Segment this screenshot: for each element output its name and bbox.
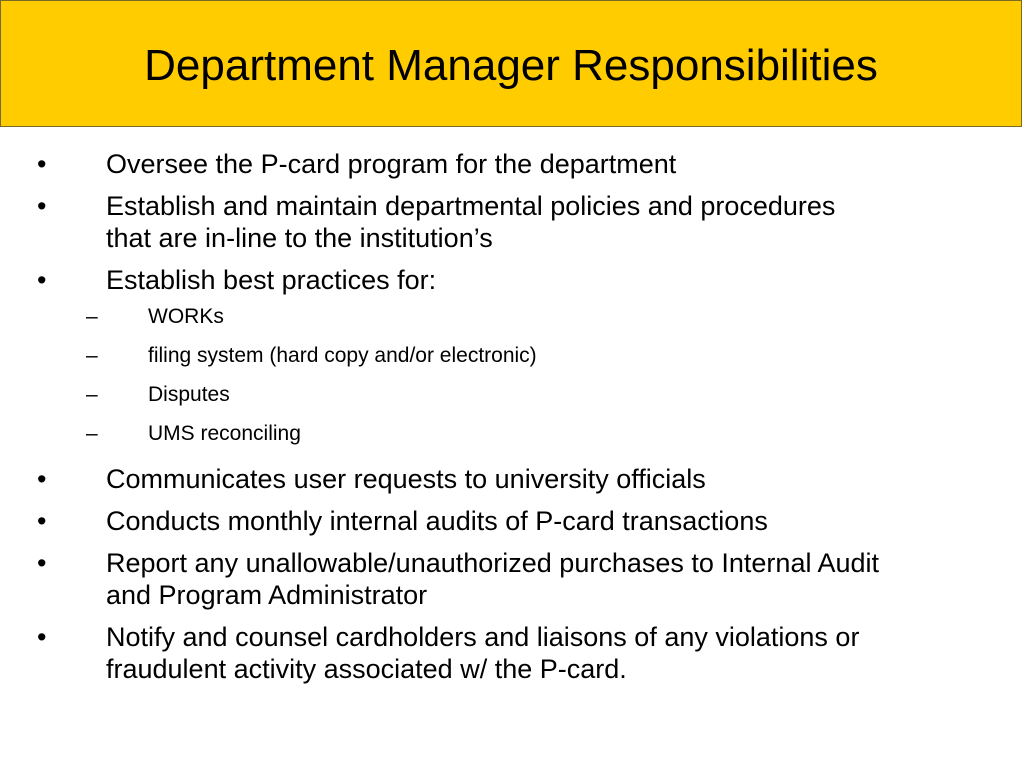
- bullet-text: Establish and maintain departmental policies and procedures that are in-line to the institution’s: [106, 191, 836, 253]
- bullet-marker: •: [37, 548, 47, 578]
- sub-bullet-text: UMS reconciling: [148, 422, 301, 445]
- sub-bullet-text: filing system (hard copy and/or electronic): [148, 344, 537, 367]
- bullet-text: Conducts monthly internal audits of P-card transactions: [106, 506, 768, 536]
- dash-marker: –: [86, 383, 98, 406]
- dash-marker: –: [86, 305, 98, 328]
- sub-bullet-item: [0, 421, 1024, 447]
- dash-marker: –: [86, 422, 98, 445]
- bullet-marker: •: [37, 149, 47, 179]
- bullet-text: Notify and counsel cardholders and liaisons of any violations or fraudulent activity associated w/ the P-card.: [106, 622, 860, 684]
- bullet-text: Report any unallowable/unauthorized purchases to Internal Audit and Program Administrator: [106, 548, 880, 610]
- bullet-text: Oversee the P-card program for the department: [106, 149, 677, 179]
- sub-bullet-item: [0, 382, 1024, 408]
- bullet-item: [0, 547, 1024, 611]
- bullet-item: [0, 264, 1024, 296]
- sub-bullet-item: [0, 304, 1024, 330]
- bullet-marker: •: [37, 464, 47, 494]
- bullet-text: Communicates user requests to university officials: [106, 464, 706, 494]
- bullet-marker: •: [37, 506, 47, 536]
- bullet-marker: •: [37, 622, 47, 652]
- bullet-marker: •: [37, 265, 47, 295]
- sub-bullet-item: [0, 343, 1024, 369]
- bullet-text: Establish best practices for:: [106, 265, 437, 295]
- bullet-item: [0, 190, 1024, 254]
- bullet-marker: •: [37, 191, 47, 221]
- bullet-item: [0, 621, 1024, 685]
- bullet-item: [0, 463, 1024, 495]
- dash-marker: –: [86, 344, 98, 367]
- slide-title: Department Manager Responsibilities: [144, 40, 878, 90]
- bullet-list: [0, 148, 1024, 695]
- sub-bullet-text: WORKs: [148, 305, 224, 328]
- sub-bullet-text: Disputes: [148, 383, 230, 406]
- bullet-item: [0, 505, 1024, 537]
- bullet-item: [0, 148, 1024, 180]
- title-bar: [0, 0, 1022, 127]
